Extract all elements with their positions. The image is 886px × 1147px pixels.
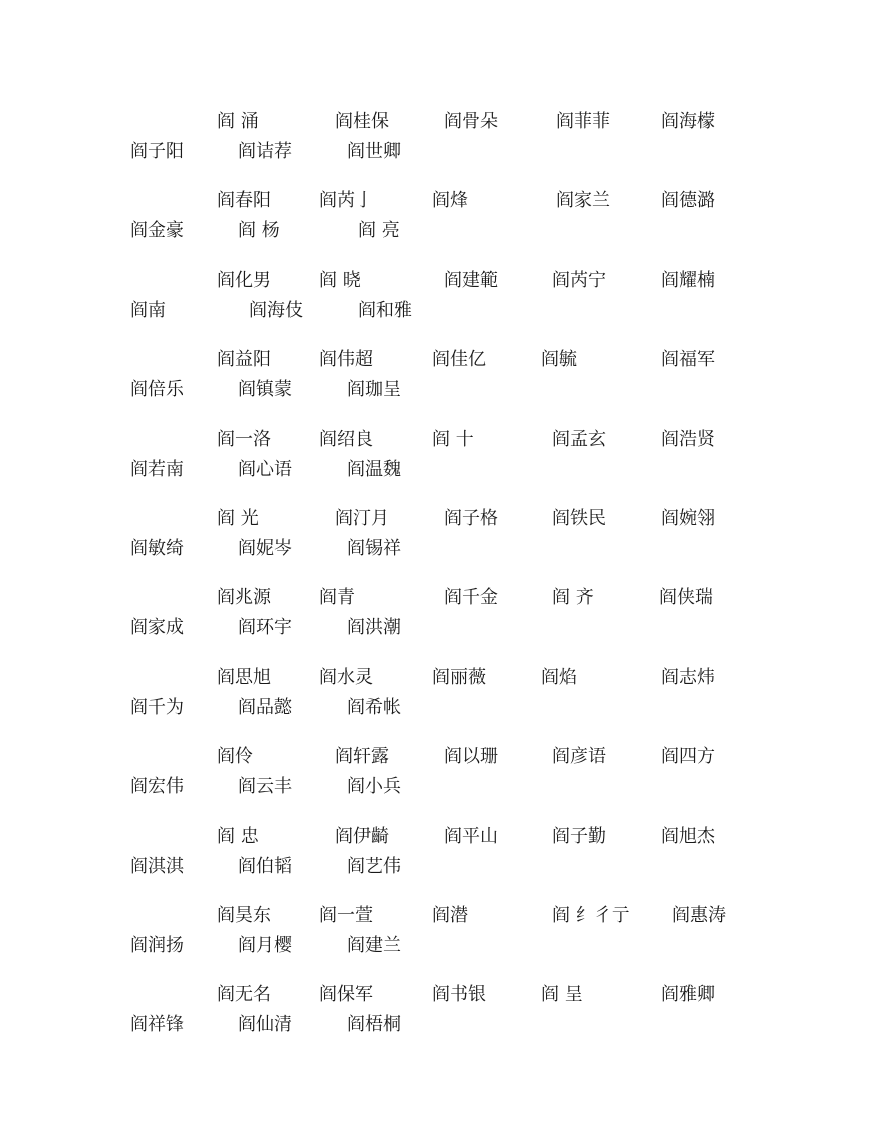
name-group — [0, 828, 886, 888]
name-entry: 阎侠瑞 — [659, 587, 713, 608]
name-group — [0, 351, 886, 411]
name-entry: 阎千金 — [444, 587, 498, 608]
name-entry: 阎梧桐 — [347, 1013, 401, 1035]
name-entry: 阎海伎 — [249, 299, 303, 321]
name-entry: 阎 忠 — [217, 826, 259, 847]
name-entry: 阎云丰 — [238, 775, 292, 797]
name-entry: 阎心语 — [238, 458, 292, 480]
name-entry: 阎青 — [319, 587, 355, 608]
name-entry: 阎芮亅 — [319, 190, 373, 211]
name-entry: 阎昊东 — [217, 905, 271, 926]
name-entry: 阎焰 — [541, 667, 577, 688]
name-entry: 阎千为 — [130, 696, 184, 718]
name-entry: 阎绍良 — [319, 429, 373, 450]
name-entry: 阎 纟彳亍 — [552, 905, 630, 926]
name-entry: 阎珈呈 — [347, 378, 401, 400]
name-entry: 阎惠涛 — [672, 905, 726, 926]
name-entry: 阎书银 — [432, 984, 486, 1005]
name-entry: 阎月樱 — [238, 934, 292, 956]
name-entry: 阎品懿 — [238, 696, 292, 718]
name-entry: 阎 涌 — [217, 111, 259, 132]
name-entry: 阎婉翎 — [661, 508, 715, 529]
name-entry: 阎建範 — [444, 270, 498, 291]
name-entry: 阎浩贤 — [661, 429, 715, 450]
name-entry: 阎一洛 — [217, 429, 271, 450]
name-group — [0, 510, 886, 570]
name-entry: 阎 光 — [217, 508, 259, 529]
name-entry: 阎德潞 — [661, 190, 715, 211]
name-entry: 阎希帐 — [347, 696, 401, 718]
name-entry: 阎仙清 — [238, 1013, 292, 1035]
name-entry: 阎伟超 — [319, 349, 373, 370]
name-group — [0, 669, 886, 729]
name-entry: 阎桂保 — [335, 111, 389, 132]
name-entry: 阎毓 — [541, 349, 577, 370]
name-entry: 阎 十 — [432, 429, 474, 450]
name-group — [0, 192, 886, 252]
name-entry: 阎锡祥 — [347, 537, 401, 559]
name-entry: 阎孟玄 — [552, 429, 606, 450]
name-entry: 阎祥锋 — [130, 1013, 184, 1035]
name-entry: 阎兆源 — [217, 587, 271, 608]
name-entry: 阎家兰 — [556, 190, 610, 211]
name-entry: 阎平山 — [444, 826, 498, 847]
name-group — [0, 272, 886, 332]
name-entry: 阎伊齮 — [335, 826, 389, 847]
name-entry: 阎伯韬 — [238, 855, 292, 877]
name-entry: 阎丽薇 — [432, 667, 486, 688]
name-entry: 阎子勤 — [552, 826, 606, 847]
name-entry: 阎妮岑 — [238, 537, 292, 559]
name-entry: 阎保军 — [319, 984, 373, 1005]
name-entry: 阎和雅 — [358, 299, 412, 321]
name-entry: 阎水灵 — [319, 667, 373, 688]
name-entry: 阎环宇 — [238, 616, 292, 638]
name-entry: 阎无名 — [217, 984, 271, 1005]
name-entry: 阎若南 — [130, 458, 184, 480]
name-entry: 阎 晓 — [319, 270, 361, 291]
name-entry: 阎 呈 — [541, 984, 583, 1005]
name-entry: 阎南 — [130, 299, 166, 321]
name-group — [0, 986, 886, 1046]
name-entry: 阎伶 — [217, 746, 253, 767]
name-entry: 阎轩露 — [335, 746, 389, 767]
name-entry: 阎淇淇 — [130, 855, 184, 877]
name-entry: 阎 齐 — [552, 587, 594, 608]
name-entry: 阎家成 — [130, 616, 184, 638]
name-entry: 阎旭杰 — [661, 826, 715, 847]
name-entry: 阎 杨 — [238, 219, 280, 241]
name-entry: 阎化男 — [217, 270, 271, 291]
name-entry: 阎烽 — [432, 190, 468, 211]
name-entry: 阎 亮 — [358, 219, 400, 241]
name-entry: 阎春阳 — [217, 190, 271, 211]
name-entry: 阎倍乐 — [130, 378, 184, 400]
name-entry: 阎子格 — [444, 508, 498, 529]
name-entry: 阎思旭 — [217, 667, 271, 688]
name-entry: 阎诘荐 — [238, 140, 292, 162]
name-group — [0, 431, 886, 491]
name-entry: 阎耀楠 — [661, 270, 715, 291]
name-entry: 阎以珊 — [444, 746, 498, 767]
name-entry: 阎芮宁 — [552, 270, 606, 291]
name-entry: 阎温魏 — [347, 458, 401, 480]
name-entry: 阎润扬 — [130, 934, 184, 956]
name-entry: 阎四方 — [661, 746, 715, 767]
name-entry: 阎建兰 — [347, 934, 401, 956]
name-entry: 阎艺伟 — [347, 855, 401, 877]
name-group — [0, 907, 886, 967]
name-entry: 阎小兵 — [347, 775, 401, 797]
name-group — [0, 589, 886, 649]
name-entry: 阎海檬 — [661, 111, 715, 132]
name-entry: 阎子阳 — [130, 140, 184, 162]
name-entry: 阎一萱 — [319, 905, 373, 926]
name-entry: 阎骨朵 — [444, 111, 498, 132]
name-entry: 阎益阳 — [217, 349, 271, 370]
name-entry: 阎雅卿 — [661, 984, 715, 1005]
name-entry: 阎敏绮 — [130, 537, 184, 559]
name-entry: 阎志炜 — [661, 667, 715, 688]
name-entry: 阎洪潮 — [347, 616, 401, 638]
name-entry: 阎潜 — [432, 905, 468, 926]
name-entry: 阎菲菲 — [556, 111, 610, 132]
name-entry: 阎铁民 — [552, 508, 606, 529]
name-entry: 阎宏伟 — [130, 775, 184, 797]
name-entry: 阎镇蒙 — [238, 378, 292, 400]
name-group — [0, 113, 886, 173]
name-entry: 阎世卿 — [347, 140, 401, 162]
name-group — [0, 748, 886, 808]
name-entry: 阎彦语 — [552, 746, 606, 767]
name-entry: 阎金豪 — [130, 219, 184, 241]
name-entry: 阎汀月 — [335, 508, 389, 529]
name-entry: 阎佳亿 — [432, 349, 486, 370]
name-entry: 阎福军 — [661, 349, 715, 370]
